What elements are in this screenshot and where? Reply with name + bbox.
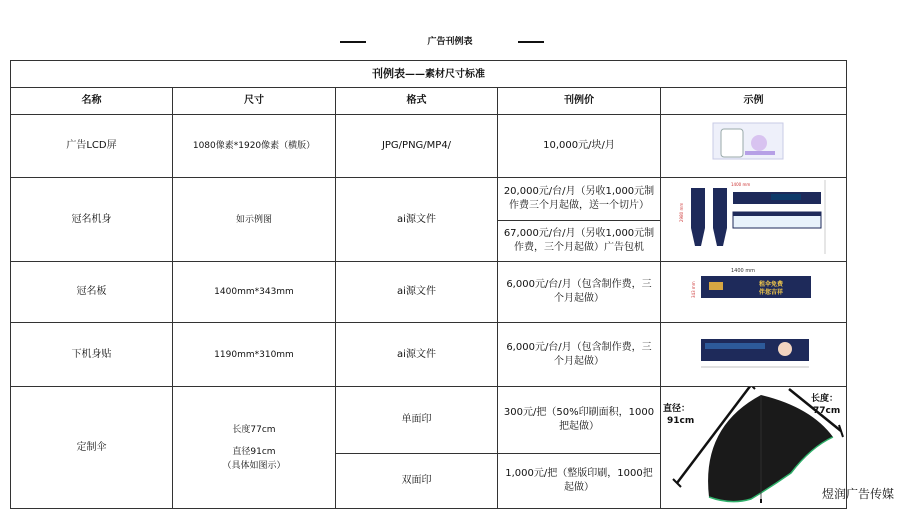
cell-size xyxy=(173,387,336,509)
cell-format: 双面印 xyxy=(336,454,498,509)
board-slogan-1: 租伞免费 xyxy=(759,281,784,288)
header-format: 格式 xyxy=(336,88,498,115)
cell-format: JPG/PNG/MP4/ xyxy=(336,115,498,178)
diameter-label-1: 直径： xyxy=(663,404,691,414)
size-note: （具体如图示） xyxy=(222,460,286,471)
cell-price: 1,000元/把（整版印刷，1000把起做） xyxy=(498,454,661,509)
cell-format: ai源文件 xyxy=(336,262,498,323)
header-size: 尺寸 xyxy=(173,88,336,115)
cell-name: 冠名机身 xyxy=(11,178,173,262)
footer-brand: 煜润广告传媒 xyxy=(821,487,894,501)
table-row xyxy=(11,323,847,387)
title-dash-left xyxy=(340,41,366,43)
cell-format: ai源文件 xyxy=(336,323,498,387)
cell-example xyxy=(661,115,847,178)
table-caption xyxy=(11,61,847,88)
body-panel-left xyxy=(691,188,705,246)
body-height-label: 2980 mm xyxy=(679,202,684,222)
body-width-label: 1400 mm xyxy=(731,182,751,187)
table-row xyxy=(11,178,847,221)
cell-example xyxy=(661,323,847,387)
board-slogan-2: 伴您吉祥 xyxy=(759,289,784,296)
cell-price: 10,000元/块/月 xyxy=(498,115,661,178)
board-width-label: 1400 mm xyxy=(731,268,756,274)
cell-size: 1400mm*343mm xyxy=(173,262,336,323)
table-row xyxy=(11,115,847,178)
page-title-bar xyxy=(0,34,900,48)
header-example: 示例 xyxy=(661,88,847,115)
header-row xyxy=(11,88,847,115)
cell-name: 下机身贴 xyxy=(11,323,173,387)
cell-name: 冠名板 xyxy=(11,262,173,323)
cell-example xyxy=(661,262,847,323)
diameter-label-2: 91cm xyxy=(667,416,695,426)
cell-price: 6,000元/台/月（包含制作费，三个月起做） xyxy=(498,262,661,323)
caption-sub: ——素材尺寸标准 xyxy=(405,68,486,80)
cell-size: 1080像素*1920像素（横版） xyxy=(173,115,336,178)
table-row xyxy=(11,387,847,454)
length-label-2: 77cm xyxy=(813,406,841,416)
cell-price: 20,000元/台/月（另收1,000元制作费三个月起做，送一个切片） xyxy=(498,178,661,221)
title-dash-right xyxy=(518,41,544,43)
body-panel-mid xyxy=(713,188,727,246)
cell-size: 1190mm*310mm xyxy=(173,323,336,387)
page-title: 广告刊例表 xyxy=(427,37,473,47)
size-length: 长度77cm xyxy=(232,424,276,435)
header-price: 刊例价 xyxy=(498,88,661,115)
length-label-1: 长度： xyxy=(811,394,839,404)
caption-main: 刊例表 xyxy=(372,66,406,80)
cell-name: 定制伞 xyxy=(11,387,173,509)
cell-price: 67,000元/台/月（另收1,000元制作费，三个月起做）广告包机 xyxy=(498,221,661,262)
cell-price: 300元/把（50%印刷面积，1000把起做） xyxy=(498,387,661,454)
body-example-image xyxy=(661,178,847,256)
rate-table xyxy=(10,60,847,509)
cell-format: ai源文件 xyxy=(336,178,498,262)
table-row xyxy=(11,262,847,323)
board-height-label: 343 mm xyxy=(691,281,696,298)
size-diameter: 直径91cm xyxy=(232,446,276,457)
cell-price: 6,000元/台/月（包含制作费，三个月起做） xyxy=(498,323,661,387)
cell-example xyxy=(661,387,847,509)
board-example-image xyxy=(661,262,847,317)
cell-size: 如示例图 xyxy=(173,178,336,262)
umbrella-example-image xyxy=(661,387,847,503)
lcd-example-image xyxy=(661,115,847,172)
header-name: 名称 xyxy=(11,88,173,115)
sticker-panel xyxy=(701,339,809,361)
cell-format: 单面印 xyxy=(336,387,498,454)
cell-example xyxy=(661,178,847,262)
cell-name: 广告LCD屏 xyxy=(11,115,173,178)
sticker-example-image xyxy=(661,323,847,381)
